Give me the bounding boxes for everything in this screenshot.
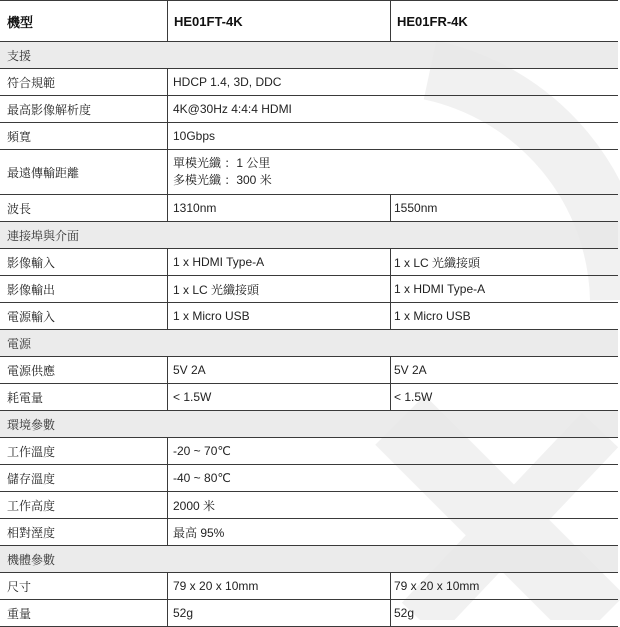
row-label: 尺寸 bbox=[0, 573, 168, 599]
row-storage-temp bbox=[0, 465, 618, 492]
section-support bbox=[0, 42, 618, 69]
row-label: 工作溫度 bbox=[0, 438, 168, 464]
section-title: 電源 bbox=[7, 336, 32, 351]
row-value-fr: 1 x Micro USB bbox=[390, 303, 618, 329]
section-title: 機體參數 bbox=[7, 552, 56, 567]
row-value: HDCP 1.4, 3D, DDC bbox=[173, 75, 282, 89]
row-value-ft: 52g bbox=[173, 606, 194, 620]
row-wavelength bbox=[0, 195, 618, 222]
row-label: 儲存溫度 bbox=[0, 465, 168, 491]
row-value-ft: < 1.5W bbox=[173, 390, 212, 404]
row-value-ft: 79 x 20 x 10mm bbox=[173, 579, 259, 593]
row-compliance bbox=[0, 69, 618, 96]
row-max-resolution bbox=[0, 96, 618, 123]
row-value-multiline bbox=[168, 150, 618, 194]
section-physical bbox=[0, 546, 618, 573]
section-title: 支援 bbox=[7, 48, 32, 63]
row-label: 相對溼度 bbox=[0, 519, 168, 545]
row-value-ft: 1310nm bbox=[173, 201, 217, 215]
row-video-in bbox=[0, 249, 618, 276]
section-ports bbox=[0, 222, 618, 249]
row-value: 10Gbps bbox=[173, 129, 216, 143]
row-value-fr: 1 x HDMI Type-A bbox=[390, 276, 618, 302]
header-model-ft: HE01FT-4K bbox=[174, 13, 243, 29]
row-label: 波長 bbox=[0, 195, 168, 221]
row-bandwidth bbox=[0, 123, 618, 150]
row-value: -40 ~ 80℃ bbox=[173, 471, 231, 485]
row-label: 頻寬 bbox=[0, 123, 168, 149]
row-label: 電源供應 bbox=[0, 357, 168, 383]
row-power-supply bbox=[0, 357, 618, 384]
row-value-ft: 5V 2A bbox=[173, 363, 206, 377]
row-dimensions bbox=[0, 573, 618, 600]
row-label: 電源輸入 bbox=[0, 303, 168, 329]
header-model-label: 機型 bbox=[0, 1, 168, 41]
row-label: 符合規範 bbox=[0, 69, 168, 95]
row-value-ft: 1 x LC 光纖接頭 bbox=[173, 282, 260, 297]
row-value-fr: 79 x 20 x 10mm bbox=[390, 573, 618, 599]
row-value-fr: 1 x LC 光纖接頭 bbox=[390, 249, 618, 275]
section-title: 連接埠與介面 bbox=[7, 228, 80, 243]
row-operating-altitude bbox=[0, 492, 618, 519]
row-value-fr: 52g bbox=[390, 600, 618, 626]
row-max-distance bbox=[0, 150, 618, 195]
row-value-fr: < 1.5W bbox=[390, 384, 618, 410]
row-power-in bbox=[0, 303, 618, 330]
row-value: 2000 米 bbox=[173, 498, 216, 513]
row-value-ft: 1 x Micro USB bbox=[173, 309, 250, 323]
row-label: 影像輸出 bbox=[0, 276, 168, 302]
row-video-out bbox=[0, 276, 618, 303]
row-value: -20 ~ 70℃ bbox=[173, 444, 231, 458]
section-environment bbox=[0, 411, 618, 438]
row-label: 重量 bbox=[0, 600, 168, 626]
table-header-row bbox=[0, 0, 618, 42]
row-operating-temp bbox=[0, 438, 618, 465]
row-humidity bbox=[0, 519, 618, 546]
row-value: 最高 95% bbox=[173, 525, 225, 540]
row-power-consumption bbox=[0, 384, 618, 411]
row-value-ft: 1 x HDMI Type-A bbox=[173, 255, 265, 269]
header-model-fr: HE01FR-4K bbox=[390, 1, 618, 41]
row-label: 耗電量 bbox=[0, 384, 168, 410]
row-label: 工作高度 bbox=[0, 492, 168, 518]
row-label: 最高影像解析度 bbox=[0, 96, 168, 122]
section-title: 環境參數 bbox=[7, 417, 56, 432]
section-power bbox=[0, 330, 618, 357]
row-label: 影像輸入 bbox=[0, 249, 168, 275]
row-value-fr: 5V 2A bbox=[390, 357, 618, 383]
distance-single-mode: 單模光纖 ：1 公里 bbox=[173, 156, 271, 170]
row-value-fr: 1550nm bbox=[390, 195, 618, 221]
row-value: 4K@30Hz 4:4:4 HDMI bbox=[173, 102, 292, 116]
distance-multi-mode: 多模光纖 ：300 米 bbox=[173, 173, 272, 187]
row-weight bbox=[0, 600, 618, 627]
row-label: 最遠傳輸距離 bbox=[0, 150, 168, 194]
